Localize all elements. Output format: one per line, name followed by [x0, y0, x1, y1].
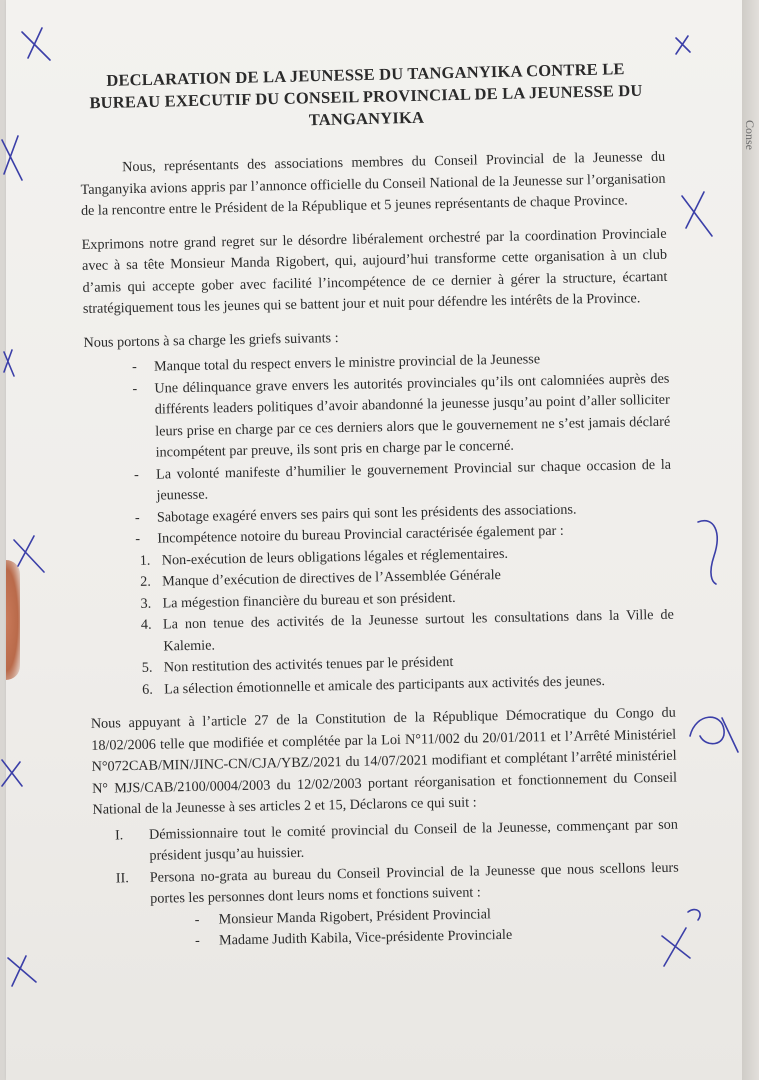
list-item: 1. Non-exécution de leurs obligations légales et réglementaires.: [139, 545, 509, 569]
document-page: [6, 0, 742, 1080]
list-item: - Monsieur Manda Rigobert, Président Provincial: [194, 905, 492, 928]
legal-paragraph: Nous appuyant à l’article 27 de la Constitution de la République Démocratique du Congo du 18/02/2006 telle que modifiée et complétée par la Loi N°11/002 du 20/01/2011 et l’Arrêté Ministériel N°072CAB/MIN/JINC-CN/CJA/YBZ/2021 du 14/07/2021 modifiant et complétant l’arrêté ministériel N° MJS/CAB/2100/0004/2003 du 12/02/2003 portant réorganisation et fonctionnement du Conseil National de la Jeunesse à ses articles 2 et 15, Déclarons ce qui suit :: [90, 704, 678, 818]
list-item: 4. La non tenue des activités de la Jeunesse surtout les consultations dans la Ville de Kalemie.: [140, 606, 675, 654]
grievance-list: [84, 347, 673, 552]
finger-edge: [6, 560, 20, 680]
list-item: - Incompétence notoire du bureau Provincial caractérisée également par :: [135, 522, 564, 548]
list-item: 2. Manque d’exécution de directives de l’Assemblée Générale: [139, 566, 502, 590]
charges-intro: Nous portons à sa charge les griefs suivants :: [83, 329, 339, 351]
incompetence-list: [88, 540, 676, 702]
page-edge: [742, 0, 759, 1080]
list-item: - Sabotage exagéré envers ses pairs qui sont les présidents des associations.: [134, 501, 577, 526]
list-item: 3. La mégestion financière du bureau et son président.: [140, 589, 456, 612]
list-item: I. Démissionnaire tout le comité provincial du Conseil de la Jeunesse, commençant par son président jusqu’au huissier.: [114, 816, 679, 864]
list-item: - La volonté manifeste d’humilier le gouvernement Provincial sur chaque occasion de la jeunesse.: [133, 456, 672, 504]
list-item: - Manque total du respect envers le ministre provincial de la Jeunesse: [131, 351, 541, 376]
list-item: 5. Non restitution des activités tenues par le président: [141, 653, 454, 676]
document-title: DECLARATION DE LA JEUNESSE DU TANGANYIKA CONTRE LE BUREAU EXECUTIF DU CONSEIL PROVINCIAL DE LA JEUNESSE DU TANGANYIKA: [89, 59, 643, 130]
intro-paragraph: Nous, représentants des associations membres du Conseil Provincial de la Jeunesse du Tanganyika avions appris par l’annonce officielle du Conseil National de la Jeunesse sur l’organisation de la rencontre entre le Président de la République et 5 jeunes représentants de chaque Province.: [80, 148, 666, 219]
list-item: II. Persona no-grata au bureau du Conseil Provincial de la Jeunesse que nous scellons leurs portes les personnes dont leurs noms et fonctions suivent :: [115, 859, 679, 907]
decision-list: [93, 814, 680, 954]
document-body: [80, 147, 680, 955]
list-item: - Madame Judith Kabila, Vice-présidente Provinciale: [194, 926, 513, 949]
list-item: - Une délinquance grave envers les autorités provinciales qu’ils ont calomniées auprès des différents leaders politiques d’avoir abandonné la jeunesse jusqu’au point d’aller solliciter leurs prise en charge par ce ces derniers alors que le gouvernement ne s’est jamais déclaré incompétent par preuve, ils sont pris en charge par le concerné.: [132, 370, 671, 461]
regret-paragraph: Exprimons notre grand regret sur le désordre libéralement orchestré par la coordination Provinciale avec à sa tête Monsieur Manda Rigobert, qui, aujourd’hui transforme cette organisation à un club d’amis qui accepte gober avec facilité l’incompétence de ce dernier à gérer la structure, écartant stratégiquement tous les jeunes qui se battent jour et nuit pour défendre les intérêts de la Province.: [81, 225, 668, 317]
list-item: 6. La sélection émotionnelle et amicale des participants aux activités des jeunes.: [142, 672, 606, 698]
edge-text: Conse: [743, 120, 757, 150]
